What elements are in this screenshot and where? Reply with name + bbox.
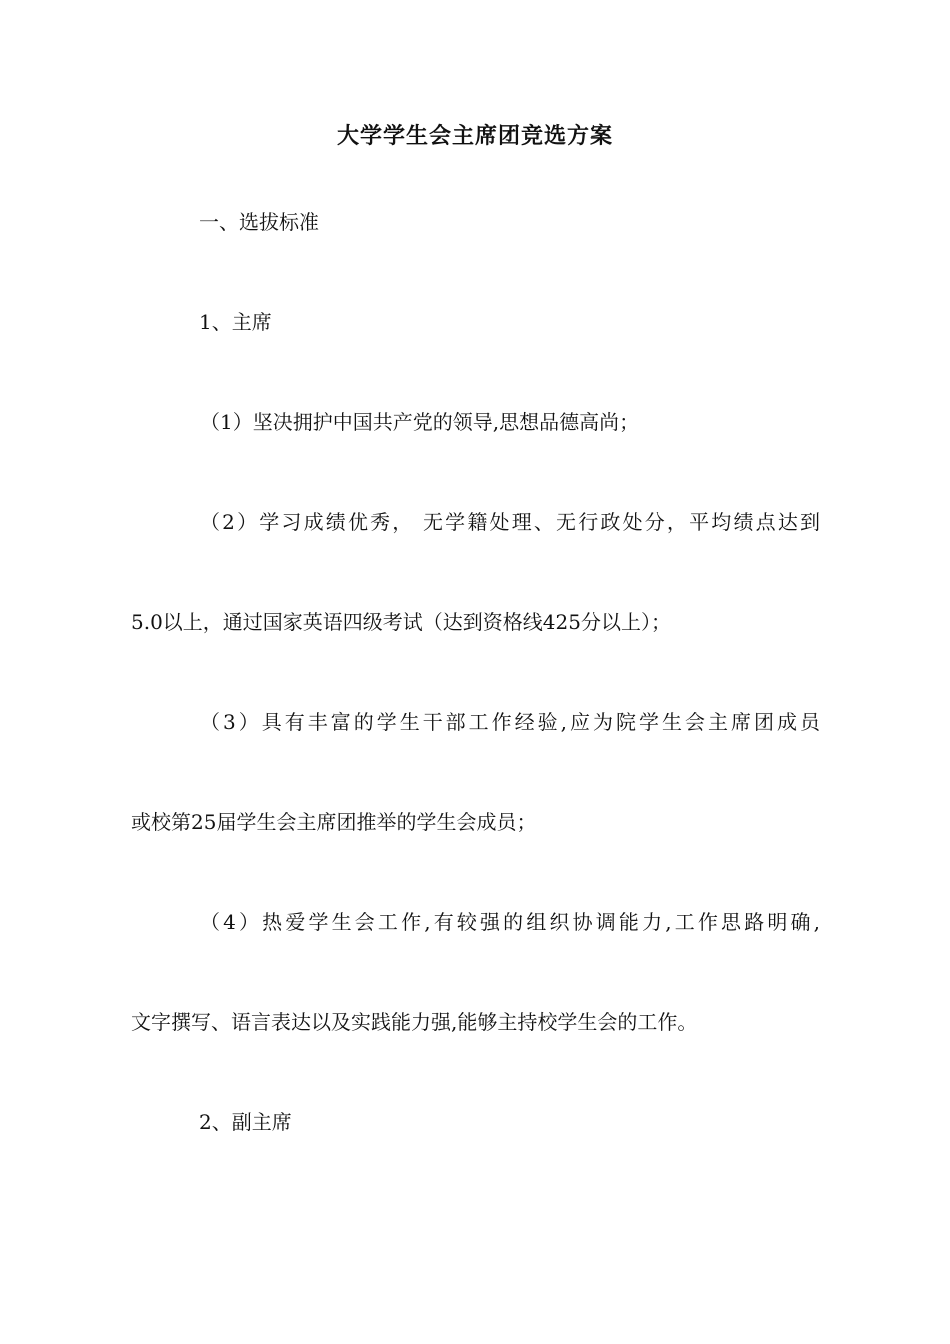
criterion-3-line-1: （3）具有丰富的学生干部工作经验,应为院学生会主席团成员: [200, 710, 820, 734]
criterion-4-line-2: 文字撰写、语言表达以及实践能力强,能够主持校学生会的工作。: [131, 1010, 698, 1034]
subsection-heading-chairman: 1、主席: [199, 310, 272, 334]
criterion-1: （1）坚决拥护中国共产党的领导,思想品德高尚；: [200, 410, 640, 434]
criterion-4-line-1: （4）热爱学生会工作,有较强的组织协调能力,工作思路明确,: [200, 910, 820, 934]
criterion-2-line-2: 5.0以上，通过国家英语四级考试（达到资格线425分以上）；: [131, 610, 671, 634]
section-heading-selection-criteria: 一、选拔标准: [199, 210, 319, 234]
criterion-2-line-1: （2）学习成绩优秀， 无学籍处理、无行政处分，平均绩点达到: [200, 510, 820, 534]
document-title: 大学学生会主席团竞选方案: [336, 124, 613, 149]
subsection-heading-vice-chairman: 2、副主席: [199, 1110, 292, 1134]
criterion-3-line-2: 或校第25届学生会主席团推举的学生会成员；: [131, 810, 537, 834]
